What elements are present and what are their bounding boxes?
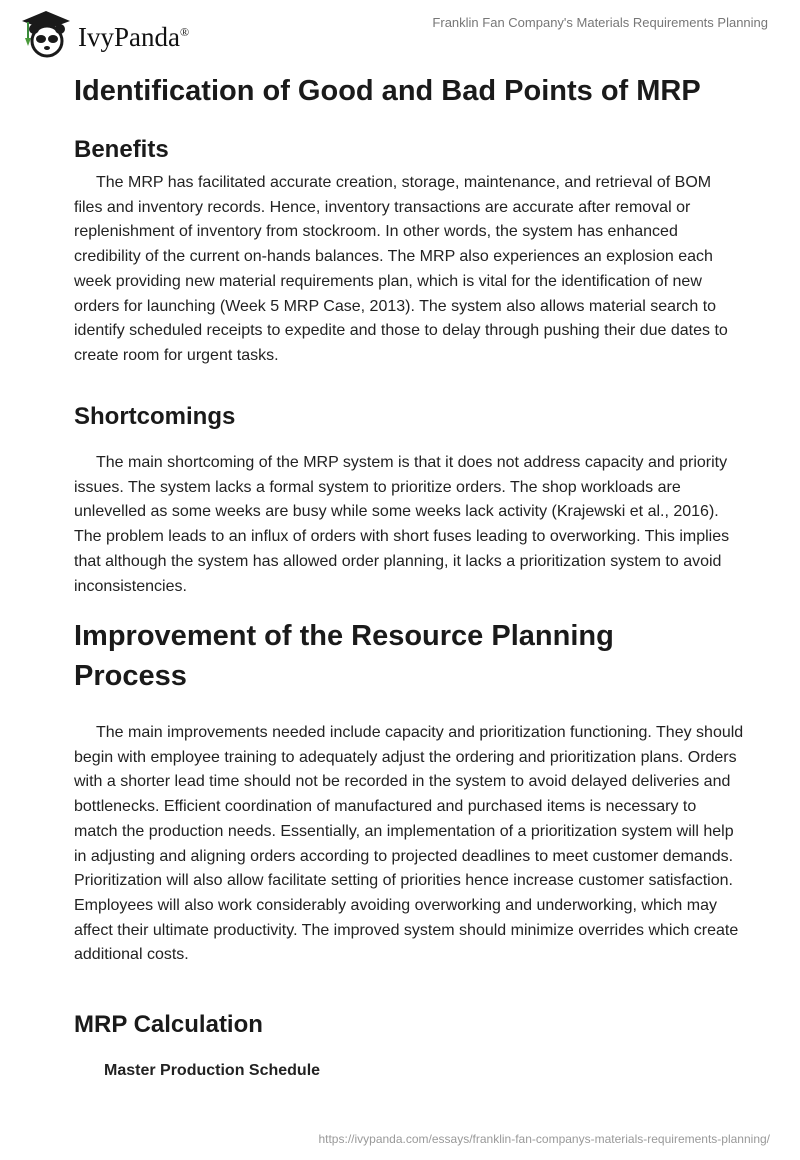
document-title: Franklin Fan Company's Materials Requirements Planning: [432, 15, 768, 30]
heading-improvement: Improvement of the Resource Planning Process: [74, 620, 614, 692]
paragraph-benefits: The MRP has facilitated accurate creation, storage, maintenance, and retrieval of BOM files and inventory records. Hence, inventory transactions are accurate after removal or replenishment of inventory from stockroom. In other words, the system has enhanced credibility of the current on-hands balances. The MRP also experiences an explosion each week providing new material requirements plan, which is vital for the identification of new orders for launching (Week 5 MRP Case, 2013). The system also allows material search to identify scheduled receipts to expedite and those to delay through pushing their due dates to create room for urgent tasks.: [74, 174, 728, 364]
registered-mark: ®: [179, 24, 190, 39]
heading-good-bad-points: Identification of Good and Bad Points of MRP: [74, 75, 701, 107]
logo-text: IvyPanda: [78, 21, 180, 52]
source-url[interactable]: https://ivypanda.com/essays/franklin-fan-companys-materials-requirements-planning/: [318, 1132, 770, 1146]
heading-master-production-schedule: Master Production Schedule: [104, 1062, 321, 1079]
ivypanda-logo[interactable]: [20, 8, 189, 60]
heading-benefits: Benefits: [74, 136, 169, 163]
heading-shortcomings: Shortcomings: [74, 403, 236, 430]
paragraph-improvement: The main improvements needed include capacity and prioritization functioning. They should begin with employee training to adequately adjust the ordering and prioritization plans. Orders with a shorter lead time should not be recorded in the system to avoid delayed deliveries and bottlenecks. Efficient coordination of manufactured and purchased items is necessary to match the production needs. Essentially, an implementation of a prioritization system will help in adjusting and aligning orders according to projected deadlines to meet customer demands. Prioritization will also allow facilitate setting of priorities hence increase customer satisfaction. Employees will also work considerably avoiding overworking and underworking, which may affect their ultimate productivity. The improved system should minimize overrides which create additional costs.: [74, 724, 744, 964]
panda-graduate-icon: [20, 8, 72, 60]
paragraph-shortcomings: The main shortcoming of the MRP system is that it does not address capacity and priority issues. The system lacks a formal system to prioritize orders. The shop workloads are unlevelled as some weeks are busy while some weeks lack activity (Krajewski et al., 2016). The problem leads to an influx of orders with short fuses leading to overworking. This implies that although the system has allowed order planning, it lacks a prioritization system to avoid inconsistencies.: [74, 454, 730, 595]
heading-mrp-calculation: MRP Calculation: [74, 1011, 263, 1038]
